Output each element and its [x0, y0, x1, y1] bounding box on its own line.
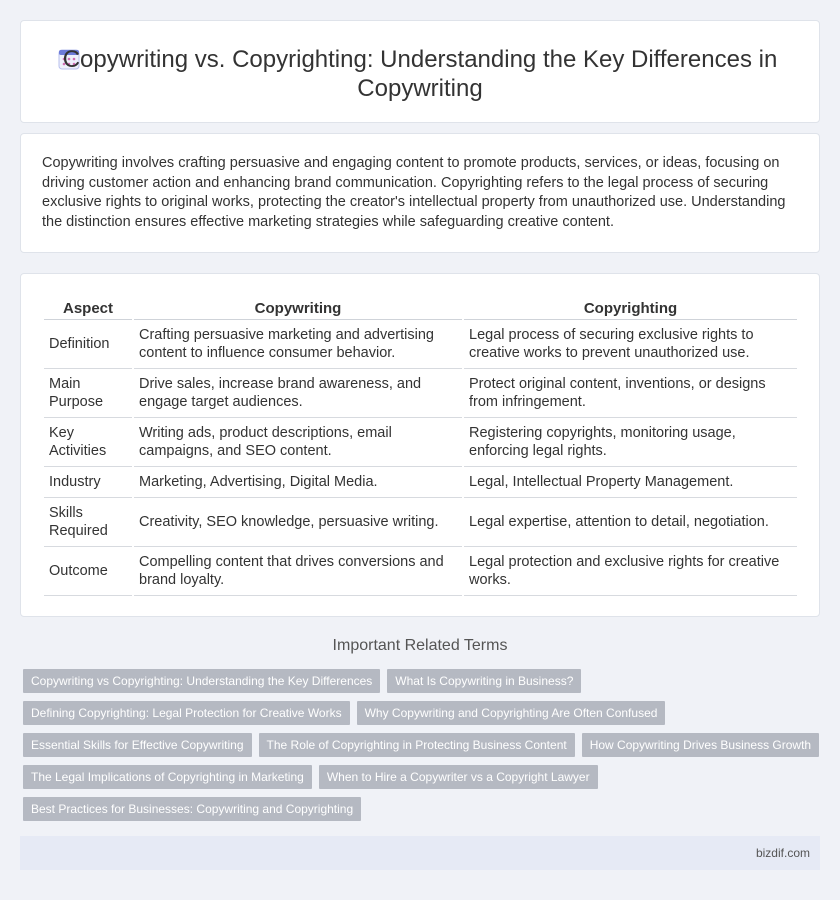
- copyrighting-cell: Legal process of securing exclusive rights to creative works to prevent unauthorized use.: [464, 320, 797, 369]
- tag-row: [23, 701, 820, 725]
- column-header-aspect: Aspect: [44, 296, 132, 320]
- copywriting-cell: Compelling content that drives conversions and brand loyalty.: [134, 547, 462, 596]
- copyrighting-cell: Legal, Intellectual Property Management.: [464, 467, 797, 498]
- copywriting-cell: Crafting persuasive marketing and advertising content to influence consumer behavior.: [134, 320, 462, 369]
- aspect-cell: Outcome: [44, 547, 132, 596]
- aspect-cell: Skills Required: [44, 498, 132, 547]
- related-term-link[interactable]: Best Practices for Businesses: Copywriting and Copyrighting: [23, 797, 361, 821]
- related-term-link[interactable]: Why Copywriting and Copyrighting Are Often Confused: [357, 701, 666, 725]
- tag-row: [23, 765, 820, 789]
- copywriting-cell: Drive sales, increase brand awareness, and engage target audiences.: [134, 369, 462, 418]
- table-row: [44, 467, 797, 498]
- comparison-table: [42, 296, 799, 596]
- copyrighting-cell: Protect original content, inventions, or designs from infringement.: [464, 369, 797, 418]
- related-term-link[interactable]: How Copywriting Drives Business Growth: [582, 733, 819, 757]
- related-terms-list: [23, 669, 820, 829]
- copyrighting-cell: Legal expertise, attention to detail, negotiation.: [464, 498, 797, 547]
- table-row: [44, 369, 797, 418]
- footer-site-link[interactable]: bizdif.com: [755, 846, 810, 860]
- copywriting-cell: Creativity, SEO knowledge, persuasive writing.: [134, 498, 462, 547]
- table-row: [44, 320, 797, 369]
- related-term-link[interactable]: The Role of Copyrighting in Protecting Business Content: [259, 733, 575, 757]
- comparison-card: [20, 273, 820, 617]
- related-term-link[interactable]: When to Hire a Copywriter vs a Copyright Lawyer: [319, 765, 598, 789]
- footer: [20, 836, 820, 870]
- intro-paragraph: Copywriting involves crafting persuasive and engaging content to promote products, services, or ideas, focusing on driving customer action and enhancing brand communication. Copyrighting refers to the legal process of securing exclusive rights to original works, protecting the creator's intellectual property from unauthorized use. Understanding the distinction ensures effective marketing strategies while safeguarding creative content.: [42, 155, 786, 230]
- copywriting-cell: Writing ads, product descriptions, email campaigns, and SEO content.: [134, 418, 462, 467]
- copyrighting-cell: Registering copyrights, monitoring usage, enforcing legal rights.: [464, 418, 797, 467]
- copyrighting-cell: Legal protection and exclusive rights for creative works.: [464, 547, 797, 596]
- related-term-link[interactable]: Essential Skills for Effective Copywriting: [23, 733, 252, 757]
- aspect-cell: Key Activities: [44, 418, 132, 467]
- related-term-link[interactable]: The Legal Implications of Copyrighting in Marketing: [23, 765, 312, 789]
- aspect-cell: Main Purpose: [44, 369, 132, 418]
- column-header-copyrighting: Copyrighting: [464, 296, 797, 320]
- table-header-row: [44, 296, 797, 320]
- intro-card: [20, 133, 820, 253]
- table-row: [44, 498, 797, 547]
- copywriting-cell: Marketing, Advertising, Digital Media.: [134, 467, 462, 498]
- tag-row: [23, 797, 820, 821]
- aspect-cell: Industry: [44, 467, 132, 498]
- column-header-copywriting: Copywriting: [134, 296, 462, 320]
- tag-row: [23, 733, 820, 757]
- aspect-cell: Definition: [44, 320, 132, 369]
- title-card: [20, 20, 820, 123]
- table-row: [44, 418, 797, 467]
- related-term-link[interactable]: Copywriting vs Copyrighting: Understanding the Key Differences: [23, 669, 380, 693]
- table-row: [44, 547, 797, 596]
- related-term-link[interactable]: Defining Copyrighting: Legal Protection for Creative Works: [23, 701, 350, 725]
- related-terms-heading: Important Related Terms: [332, 637, 508, 654]
- related-term-link[interactable]: What Is Copywriting in Business?: [387, 669, 581, 693]
- tag-row: [23, 669, 820, 693]
- page-title: Copywriting vs. Copyrighting: Understanding the Key Differences in Copywriting: [62, 46, 778, 102]
